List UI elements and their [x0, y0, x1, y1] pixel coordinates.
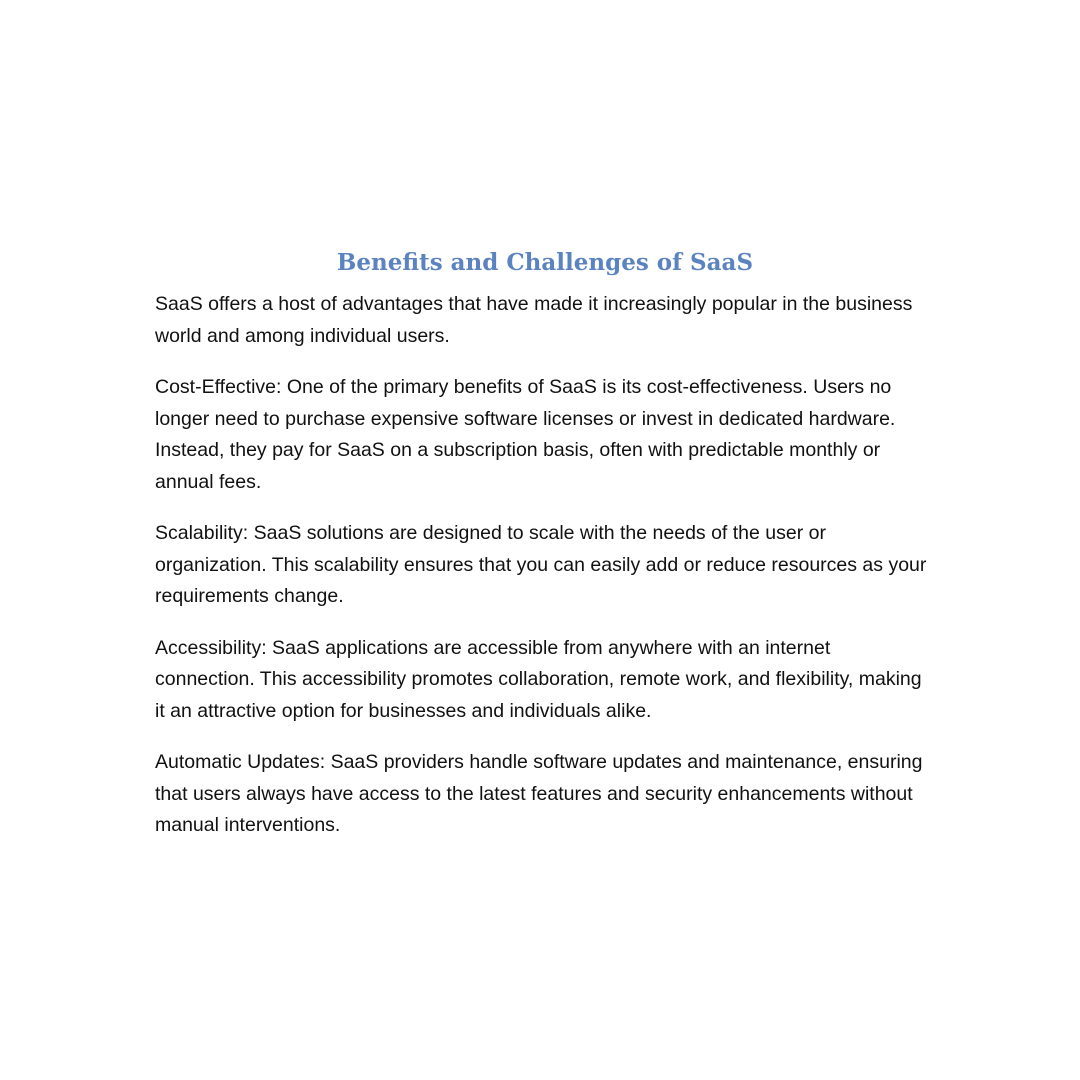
automatic-updates-paragraph: Automatic Updates: SaaS providers handle software updates and maintenance, ensuring that users always have access to the latest features and security enhancements without manual interventions.: [155, 751, 923, 836]
document-title: Benefits and Challenges of SaaS: [336, 249, 754, 276]
accessibility-paragraph: Accessibility: SaaS applications are accessible from anywhere with an internet connection. This accessibility promotes collaboration, remote work, and flexibility, making it an attractive option for businesses and individuals alike.: [155, 636, 922, 722]
document-body: [155, 246, 935, 862]
intro-paragraph: SaaS offers a host of advantages that have made it increasingly popular in the business world and among individual users.: [155, 293, 913, 347]
cost-effective-paragraph: Cost-Effective: One of the primary benefits of SaaS is its cost-effectiveness. Users no longer need to purchase expensive software licenses or invest in dedicated hardware. Instead, they pay for SaaS on a subscription basis, often with predictable monthly or annual fees.: [155, 376, 896, 493]
scalability-paragraph: Scalability: SaaS solutions are designed to scale with the needs of the user or organization. This scalability ensures that you can easily add or reduce resources as your requirements change.: [155, 522, 927, 607]
